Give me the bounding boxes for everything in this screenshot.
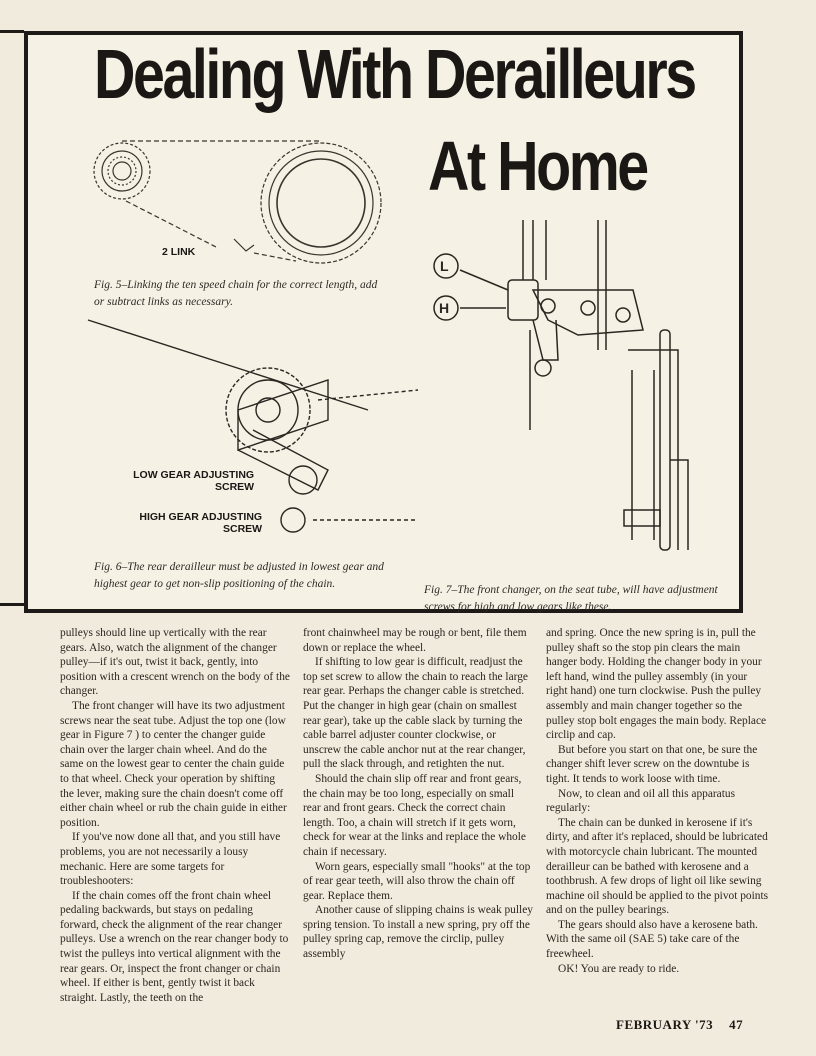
- paragraph: and spring. Once the new spring is in, pull the pulley shaft so the stop pin clears the main hanger body. Holding the changer body in your left hand, wind the pulley assembly (in your right hand) one turn clockwise. Push the pulley assembly and main changer together so the pulley stop bolt engages the main body. Replace circlip and cap.: [546, 627, 767, 742]
- paragraph: Another cause of slipping chains is weak pulley spring tension. To install a new spring, pry off the pulley spring cap, remove the circlip, pulley assembly: [303, 904, 533, 961]
- high-label: H: [439, 300, 450, 316]
- high-gear-screw-label: [118, 511, 262, 535]
- paragraph: OK! You are ready to ride.: [558, 962, 680, 975]
- page-edge-mark: [0, 603, 24, 606]
- text-column-3: [546, 626, 771, 976]
- paragraph: The front changer will have its two adjustment screws near the seat tube. Adjust the top one (low gear in Figure 7 ) to center the changer guide chain over the larger chain wheel. And do the same on the lowest gear to center the chain guide to that wheel. Check your operation by shifting the lever, making sure the chain doesn't come off either chain wheel or rub the chain guide in either position.: [60, 699, 287, 829]
- low-gear-label-line1: LOW GEAR ADJUSTING: [133, 469, 255, 481]
- figure-6-caption: Fig. 6–The rear derailleur must be adjusted in lowest gear and highest gear to get non-slip positioning of the chain.: [94, 561, 384, 590]
- paragraph: pulleys should line up vertically with the rear gears. Also, watch the alignment of the changer pulley—if it's out, twist it back, gently, into position with a crescent wrench on the body of the changer.: [60, 627, 290, 698]
- figure-7-caption: Fig. 7–The front changer, on the seat tube, will have adjustment screws for high and low gears like these.: [424, 584, 718, 613]
- issue-date: FEBRUARY '73: [616, 1017, 714, 1032]
- high-gear-label-line1: HIGH GEAR ADJUSTING: [139, 511, 263, 523]
- paragraph: Put the changer in high gear (chain on smallest rear gear), take up the cable slack by turning the cable barrel adjuster counter clockwise, or unscrew the cable anchor nut at the rear changer, pull the slack through, and retighten the nut.: [303, 699, 526, 771]
- paragraph: Should the chain slip off rear and front gears, the chain may be too long, especially on small rear and front gears. Check the correct chain length. Too, a chain will stretch if it gets worn, check for wear at the links and replace the whole chain if necessary.: [303, 772, 526, 858]
- paragraph: front chainwheel may be rough or bent, file them down or replace the wheel.: [303, 627, 527, 654]
- text-column-2: [303, 626, 533, 962]
- page-footer: [616, 1017, 743, 1033]
- paragraph: Now, to clean and oil all this apparatus regularly:: [546, 787, 736, 815]
- low-gear-label-line2: SCREW: [215, 481, 255, 493]
- paragraph: If shifting to low gear is difficult, readjust the top set screw to allow the chain to reach the large rear gear. Perhaps the changer cable is stretched.: [303, 656, 528, 698]
- two-link-label: 2 LINK: [162, 246, 196, 258]
- paragraph: The chain can be dunked in kerosene if it's dirty, and after it's replaced, should be lubricated with motorcycle chain lubricant. The mounted derailleur can be bathed with kerosene and a toothbrush. A few drops of light oil like sewing machine oil should be applied to the pivot points and on the pulley bearings.: [546, 816, 769, 917]
- figure-5-caption: Fig. 5–Linking the ten speed chain for the correct length, add or subtract links as necessary.: [94, 279, 378, 308]
- page-edge-mark: [0, 30, 24, 33]
- page-number: 47: [729, 1017, 744, 1032]
- paragraph: The gears should also have a kerosene bath. With the same oil (SAE 5) take care of the freewheel.: [546, 918, 758, 961]
- chain-link-diagram: [86, 135, 386, 275]
- high-gear-label-line2: SCREW: [223, 523, 263, 535]
- paragraph: But before you start on that one, be sure the changer shift lever screw on the downtube is tight. It tends to work loose with time.: [546, 743, 758, 785]
- text-column-1: [60, 626, 290, 1005]
- article-title: Dealing With Derailleurs: [94, 35, 695, 113]
- paragraph: If you've now done all that, and you still have problems, you are not necessarily a lousy mechanic. Here are some targets for troubleshooters:: [60, 831, 281, 888]
- paragraph: Worn gears, especially small "hooks" at the top of rear gear teeth, will also throw the chain off gear. Replace them.: [303, 860, 531, 902]
- paragraph: If the chain comes off the front chain wheel pedaling backwards, but stays on pedaling forward, check the alignment of the rear changer pulleys. Use a wrench on the rear changer body to twist the pulleys into vertical alignment with the rear gears. Or, inspect the front changer or chain wheel. If either is bent, gently twist it back straight. Lastly, the teeth on the: [60, 889, 289, 1004]
- front-changer-diagram: [428, 220, 728, 560]
- low-gear-screw-label: [111, 469, 254, 493]
- article-title-line2: At Home: [428, 127, 647, 205]
- low-label: L: [440, 258, 449, 274]
- illustration-box: [24, 31, 743, 613]
